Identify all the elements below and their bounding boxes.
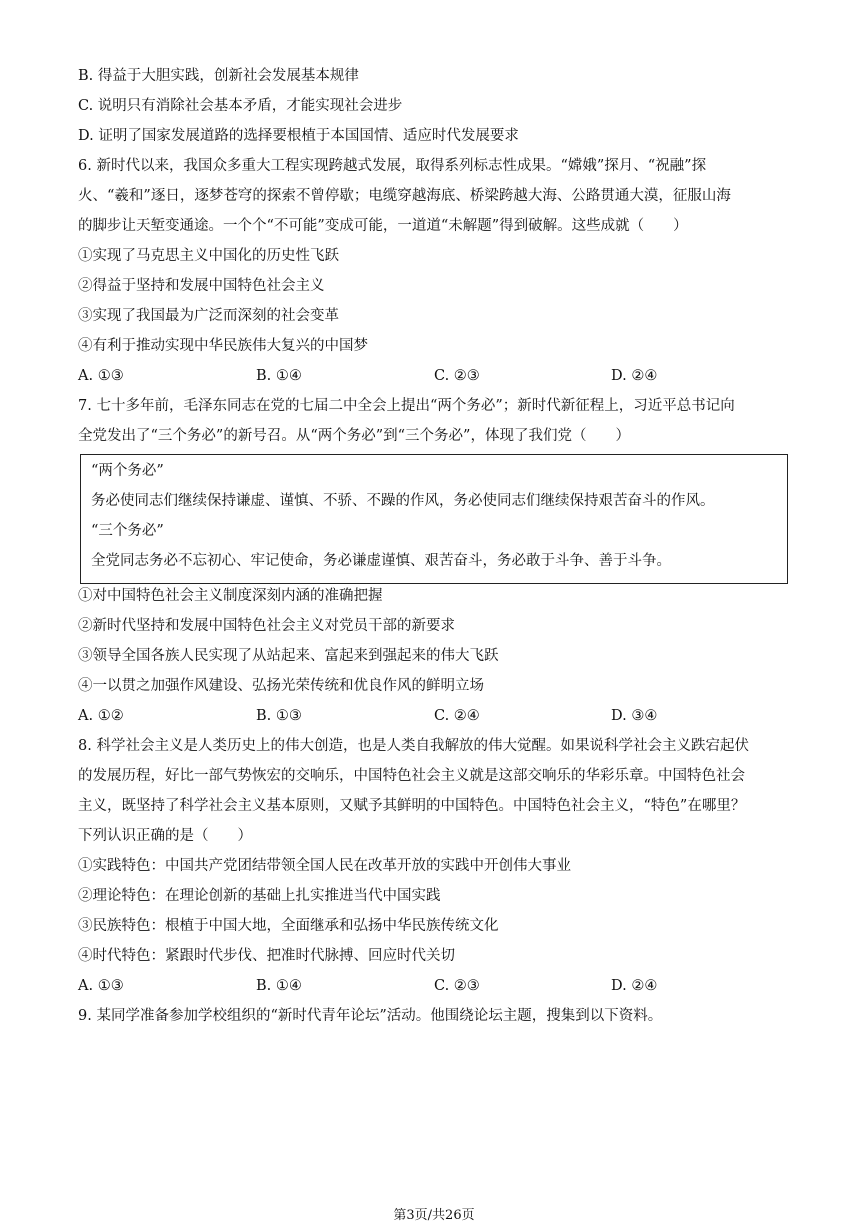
q8-stem-line-3: 主义，既坚持了科学社会主义基本原则，又赋予其鲜明的中国特色。中国特色社会主义，“特色”在哪里？ <box>78 798 746 814</box>
q7-box-text-1: 务必使同志们继续保持谦虚、谨慎、不骄、不躁的作风，务必使同志们继续保持艰苦奋斗的作风。 <box>91 493 715 509</box>
q7-option-d: D. ③④ <box>611 708 658 724</box>
q6-option-a: A. ①③ <box>78 368 124 384</box>
q6-option-b: B. ①④ <box>256 368 302 384</box>
q8-stem-line-2: 的发展历程，好比一部气势恢宏的交响乐，中国特色社会主义就是这部交响乐的华彩乐章。中国特色社会 <box>78 768 745 784</box>
q7-item-3: ③领导全国各族人民实现了从站起来、富起来到强起来的伟大飞跃 <box>78 648 499 664</box>
q7-box-heading-2: “三个务必” <box>91 523 164 539</box>
q8-item-3: ③民族特色：根植于中国大地，全面继承和弘扬中华民族传统文化 <box>78 918 499 934</box>
q7-option-b: B. ①③ <box>256 708 302 724</box>
q8-options <box>78 976 678 996</box>
q7-option-a: A. ①② <box>78 708 124 724</box>
q7-box-text-2: 全党同志务必不忘初心、牢记使命，务必谦虚谨慎、艰苦奋斗，务必敢于斗争、善于斗争。 <box>91 553 671 569</box>
q7-item-4: ④一以贯之加强作风建设、弘扬光荣传统和优良作风的鲜明立场 <box>78 678 484 694</box>
q6-item-3: ③实现了我国最为广泛而深刻的社会变革 <box>78 308 339 324</box>
q7-stem-line-1: 7. 七十多年前，毛泽东同志在党的七届二中全会上提出“两个务必”；新时代新征程上，习近平总书记向 <box>78 398 735 414</box>
q8-stem-line-4: 下列认识正确的是（ ） <box>78 828 252 844</box>
q8-option-c: C. ②③ <box>434 978 480 994</box>
q8-option-a: A. ①③ <box>78 978 124 994</box>
q7-box-heading-1: “两个务必” <box>91 463 164 479</box>
q6-stem-line-1: 6. 新时代以来，我国众多重大工程实现跨越式发展，取得系列标志性成果。“嫦娥”探月、“祝融”探 <box>78 158 707 174</box>
q7-option-c: C. ②④ <box>434 708 480 724</box>
q6-stem-line-3: 的脚步让天堑变通途。一个个“不可能”变成可能，一道道“未解题”得到破解。这些成就（ ） <box>78 218 688 234</box>
q6-item-1: ①实现了马克思主义中国化的历史性飞跃 <box>78 248 339 264</box>
q8-item-1: ①实践特色：中国共产党团结带领全国人民在改革开放的实践中开创伟大事业 <box>78 858 571 874</box>
q6-item-2: ②得益于坚持和发展中国特色社会主义 <box>78 278 325 294</box>
q7-stem-line-2: 全党发出了“三个务必”的新号召。从“两个务必”到“三个务必”，体现了我们党（ ） <box>78 428 630 444</box>
q6-option-d: D. ②④ <box>611 368 658 384</box>
q8-option-b: B. ①④ <box>256 978 302 994</box>
page-footer: 第3页/共26页 <box>393 1208 475 1223</box>
option-c-prev: C. 说明只有消除社会基本矛盾，才能实现社会进步 <box>78 98 403 114</box>
option-d-prev: D. 证明了国家发展道路的选择要根植于本国国情、适应时代发展要求 <box>78 128 519 144</box>
option-b-prev: B. 得益于大胆实践，创新社会发展基本规律 <box>78 68 359 84</box>
q6-stem-line-2: 火、“羲和”逐日，逐梦苍穹的探索不曾停歇；电缆穿越海底、桥梁跨越大海、公路贯通大漠，征服山海 <box>78 188 731 204</box>
q8-stem-line-1: 8. 科学社会主义是人类历史上的伟大创造，也是人类自我解放的伟大觉醒。如果说科学社会主义跌宕起伏 <box>78 738 749 754</box>
q6-item-4: ④有利于推动实现中华民族伟大复兴的中国梦 <box>78 338 368 354</box>
q6-option-c: C. ②③ <box>434 368 480 384</box>
q8-item-2: ②理论特色：在理论创新的基础上扎实推进当代中国实践 <box>78 888 441 904</box>
q6-options <box>78 366 678 386</box>
q7-options <box>78 706 678 726</box>
q7-material-box <box>80 454 788 584</box>
q9-stem-line-1: 9. 某同学准备参加学校组织的“新时代青年论坛”活动。他围绕论坛主题，搜集到以下资料。 <box>78 1008 663 1024</box>
q8-item-4: ④时代特色：紧跟时代步伐、把准时代脉搏、回应时代关切 <box>78 948 455 964</box>
q7-item-1: ①对中国特色社会主义制度深刻内涵的准确把握 <box>78 588 383 604</box>
q7-item-2: ②新时代坚持和发展中国特色社会主义对党员干部的新要求 <box>78 618 455 634</box>
q8-option-d: D. ②④ <box>611 978 658 994</box>
